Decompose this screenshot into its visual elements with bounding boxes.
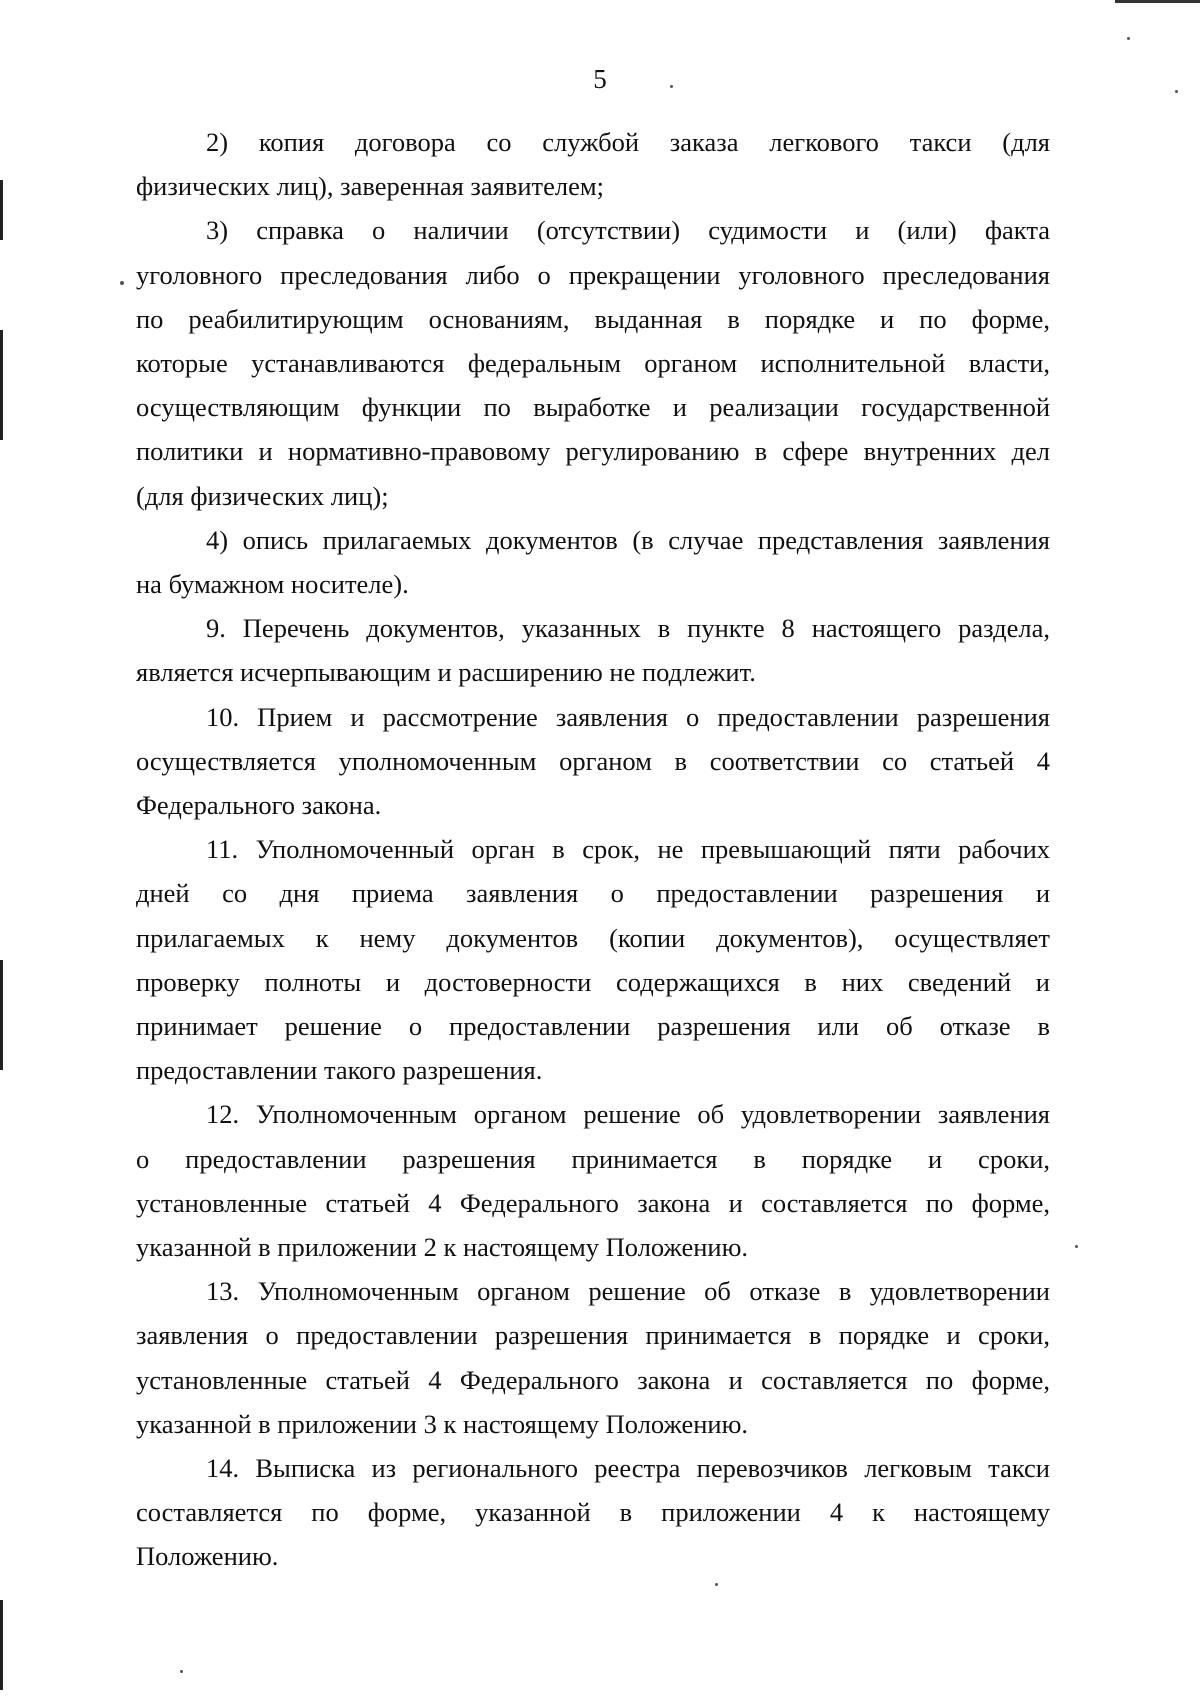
scan-speck	[180, 1670, 183, 1673]
paragraph-line: уголовного преследования либо о прекращении уголовного преследования	[136, 259, 1050, 290]
scan-edge-mark	[0, 1600, 3, 1690]
paragraph-line: 9. Перечень документов, указанных в пункте 8 настоящего раздела,	[206, 613, 1050, 644]
paragraph-line: 3) справка о наличии (отсутствии) судимости и (или) факта	[206, 215, 1050, 246]
scan-edge-mark	[1115, 0, 1200, 3]
scan-edge-mark	[0, 180, 3, 240]
scan-speck	[1175, 90, 1178, 93]
paragraph-line: 14. Выписка из регионального реестра перевозчиков легковым такси	[206, 1453, 1050, 1483]
paragraph-line: заявления о предоставлении разрешения принимается в порядке и сроки,	[136, 1320, 1050, 1351]
scan-edge-mark	[0, 330, 3, 440]
paragraph-line: 2) копия договора со службой заказа легкового такси (для	[206, 127, 1050, 157]
paragraph-line: о предоставлении разрешения принимается в порядке и сроки,	[136, 1143, 1050, 1174]
paragraph-line: Положению.	[136, 1541, 279, 1572]
paragraph-line: прилагаемых к нему документов (копии документов), осуществляет	[136, 922, 1050, 953]
paragraph-line: осуществляется уполномоченным органом в соответствии со статьей 4	[136, 745, 1050, 776]
paragraph-line: 10. Прием и рассмотрение заявления о предоставлении разрешения	[206, 701, 1050, 732]
paragraph-line: политики и нормативно-правовому регулированию в сфере внутренних дел	[136, 436, 1050, 467]
paragraph-line: указанной в приложении 3 к настоящему Положению.	[136, 1408, 749, 1439]
paragraph-line: проверку полноты и достоверности содержащихся в них сведений и	[136, 966, 1050, 997]
paragraph-line: установленные статьей 4 Федерального закона и составляется по форме,	[136, 1187, 1050, 1218]
paragraph-line: осуществляющим функции по выработке и реализации государственной	[136, 392, 1050, 423]
page-number: 5	[593, 64, 607, 94]
paragraph-line: 4) опись прилагаемых документов (в случае представления заявления	[206, 524, 1050, 555]
paragraph-line: дней со дня приема заявления о предоставлении разрешения и	[136, 878, 1050, 909]
scan-speck	[1127, 37, 1130, 40]
paragraph-line: предоставлении такого разрешения.	[136, 1055, 543, 1086]
scan-speck	[715, 1583, 718, 1586]
paragraph-line: составляется по форме, указанной в приложении 4 к настоящему	[136, 1497, 1050, 1528]
paragraph-line: Федерального закона.	[136, 790, 382, 820]
paragraph-line: указанной в приложении 2 к настоящему Положению.	[136, 1232, 749, 1262]
paragraph-line: принимает решение о предоставлении разрешения или об отказе в	[136, 1011, 1050, 1041]
paragraph-line: 12. Уполномоченным органом решение об удовлетворении заявления	[206, 1099, 1050, 1130]
paragraph-line: по реабилитирующим основаниям, выданная в порядке и по форме,	[136, 303, 1050, 334]
paragraph-line: является исчерпывающим и расширению не подлежит.	[136, 657, 756, 688]
paragraph-line: установленные статьей 4 Федерального закона и составляется по форме,	[136, 1364, 1050, 1395]
scan-speck	[120, 281, 124, 285]
scan-speck	[1075, 1245, 1078, 1248]
paragraph-line: на бумажном носителе).	[136, 569, 409, 599]
paragraph-line: которые устанавливаются федеральным органом исполнительной власти,	[136, 348, 1050, 378]
paragraph-line: 11. Уполномоченный орган в срок, не превышающий пяти рабочих	[206, 834, 1050, 865]
paragraph-line: физических лиц), заверенная заявителем;	[136, 171, 604, 202]
scan-edge-mark	[0, 960, 3, 1070]
paragraph-line: (для физических лиц);	[136, 480, 389, 511]
paragraph-line: 13. Уполномоченным органом решение об отказе в удовлетворении	[206, 1276, 1050, 1307]
scan-speck	[670, 85, 673, 88]
